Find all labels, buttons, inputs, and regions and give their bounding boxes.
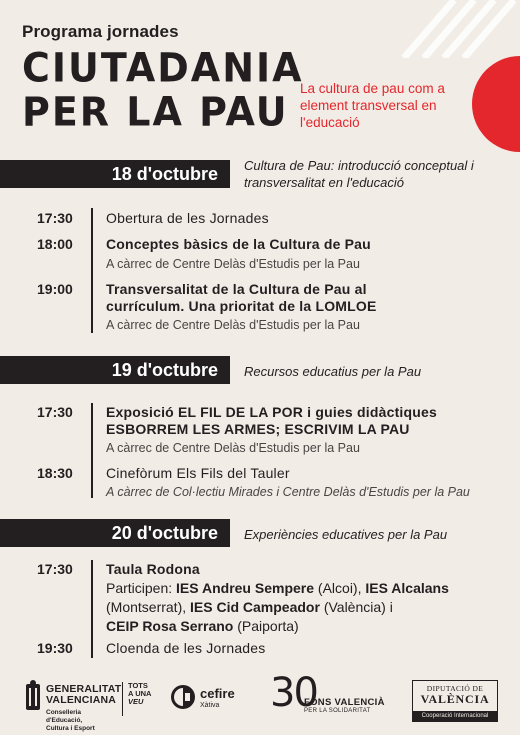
event-item (106, 561, 506, 636)
diputacio-line2: VALÈNCIA (420, 692, 490, 706)
day-header-1: 18 d'octubre (0, 160, 230, 188)
conselleria-name (46, 709, 119, 733)
event-credit: A càrrec de Centre Delàs d'Estudis per la Pau (106, 318, 360, 332)
conselleria-line1: Conselleria d'Educació, (46, 709, 83, 724)
event-title-line2: currículum. Una prioritat de la LOMLOE (106, 298, 377, 314)
generalitat-line2: VALENCIANA (46, 694, 117, 706)
fons-name: FONS VALENCIÀ (304, 697, 385, 708)
cefire-symbol-icon (170, 684, 196, 710)
event-title-line2: PER LA PAU (22, 88, 289, 136)
generalitat-crest-icon (24, 680, 42, 714)
timeline-divider (91, 560, 93, 658)
day-theme-3: Experiències educatives per la Pau (244, 527, 448, 542)
timeline-divider (91, 208, 93, 333)
event-credit: A càrrec de Col·lectiu Mirades i Centre Delàs d'Estudis per la Pau (106, 485, 470, 499)
event-credit: A càrrec de Centre Delàs d'Estudis per la Pau (106, 441, 360, 455)
fons-anniversary-number: 30 (270, 670, 317, 716)
event-time: 17:30 (37, 561, 73, 577)
event-time: 19:30 (37, 640, 73, 656)
event-item (106, 404, 437, 457)
tots-line2: A UNA (128, 689, 152, 698)
event-item (106, 465, 470, 501)
timeline-divider (91, 403, 93, 498)
participant-school: CEIP Rosa Serrano (106, 618, 234, 634)
event-time: 17:30 (37, 404, 73, 420)
event-time: 18:00 (37, 236, 73, 252)
participants-text (106, 579, 506, 636)
diagonal-stripes-decoration (396, 0, 516, 58)
event-title: Cloenda de les Jornades (106, 640, 266, 656)
cefire-location: Xàtiva (200, 702, 220, 709)
event-title-line1: CIUTADANIA (22, 44, 304, 92)
diputacio-logo (412, 680, 498, 722)
logo-divider (122, 682, 123, 716)
participant-school: IES Cid Campeador (190, 599, 320, 615)
event-title: Obertura de les Jornades (106, 210, 269, 226)
event-item (106, 236, 371, 273)
event-time: 17:30 (37, 210, 73, 226)
event-title (22, 46, 304, 134)
participants-intro: Participen: (106, 580, 177, 596)
generalitat-line1: GENERALITAT (46, 683, 122, 695)
tots-a-una-veu-logo (128, 682, 151, 706)
participant-school: IES Andreu Sempere (176, 580, 315, 596)
event-title-line2: ESBORREM LES ARMES; ESCRIVIM LA PAU (106, 421, 410, 437)
event-time: 19:00 (37, 281, 73, 297)
event-title-line1: Exposició EL FIL DE LA POR i guies didàctiques (106, 404, 438, 420)
diputacio-line1: DIPUTACIÓ DE (426, 684, 484, 693)
cefire-name: cefire (200, 686, 235, 701)
event-item (106, 640, 265, 657)
event-title: Taula Rodona (106, 561, 200, 577)
participant-place: (Montserrat), (106, 599, 191, 615)
event-item (106, 210, 269, 227)
participant-school: IES Alcalans (365, 580, 449, 596)
generalitat-name (46, 684, 121, 706)
programme-label: Programa jornades (22, 22, 179, 41)
event-credit: A càrrec de Centre Delàs d'Estudis per la Pau (106, 257, 360, 271)
conselleria-line2: Cultura i Esport (46, 725, 95, 732)
participant-place: (Paiporta) (233, 618, 299, 634)
fons-valencia-logo (270, 670, 390, 720)
day-theme-2: Recursos educatius per la Pau (244, 364, 422, 379)
generalitat-logo (24, 678, 122, 732)
diputacio-cooperacio: Cooperació Internacional (413, 711, 497, 721)
day-header-2: 19 d'octubre (0, 356, 230, 384)
participant-place: (Alcoi), (314, 580, 366, 596)
event-title: Conceptes bàsics de la Cultura de Pau (106, 236, 371, 252)
tots-line3: VEU (128, 697, 144, 706)
cefire-logo (170, 684, 260, 718)
participant-place: (València) i (319, 599, 393, 615)
event-item (106, 281, 377, 334)
event-title: Cinefòrum Els Fils del Tauler (106, 465, 290, 481)
tots-line1: TOTS (128, 681, 148, 690)
event-time: 18:30 (37, 465, 73, 481)
event-subtitle: La cultura de pau com a element transversal en l'educació (300, 81, 445, 130)
day-header-3: 20 d'octubre (0, 519, 230, 547)
sponsor-logos (0, 670, 520, 735)
event-title-line1: Transversalitat de la Cultura de Pau al (106, 281, 367, 297)
fons-subtitle: PER LA SOLIDARITAT (304, 708, 371, 714)
day-theme-1: Cultura de Pau: introducció conceptual i transversalitat en l'educació (244, 158, 474, 190)
